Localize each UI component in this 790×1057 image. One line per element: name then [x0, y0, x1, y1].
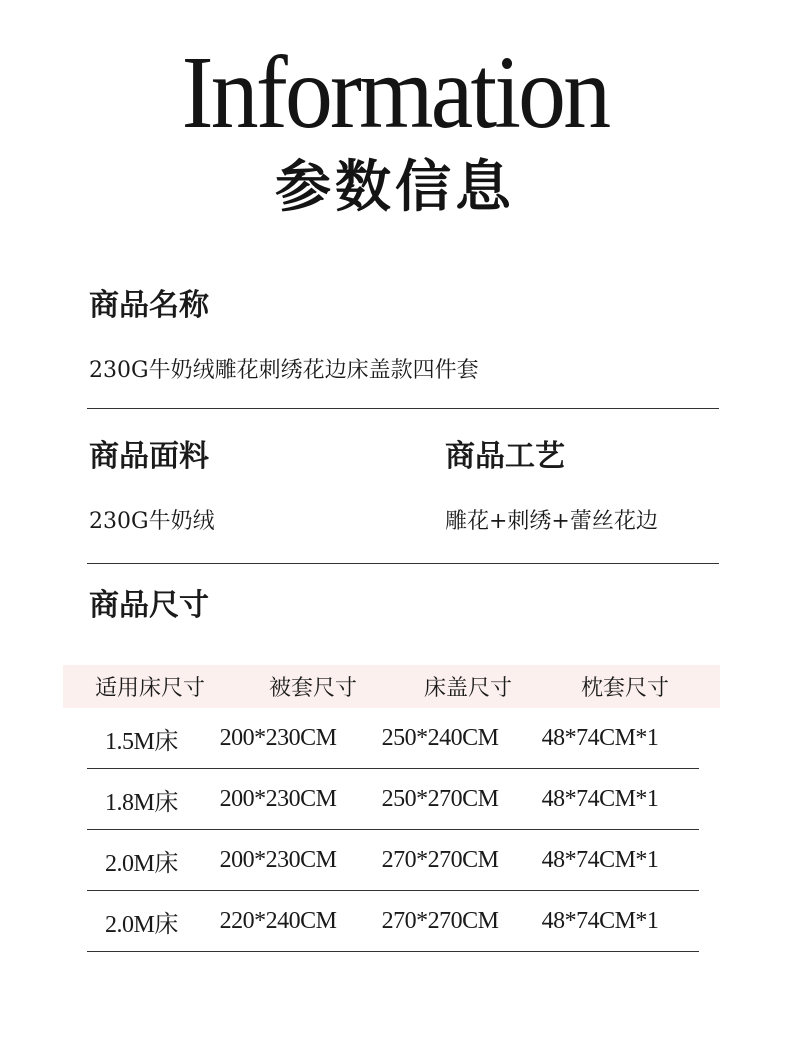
fabric-value: 230G牛奶绒	[89, 509, 215, 534]
header-cell-bed-size: 适用床尺寸	[94, 676, 205, 701]
pillowcase-size-cell: 48*74CM*1	[541, 785, 659, 812]
duvet-size-cell: 200*230CM	[219, 785, 337, 812]
header-cell-duvet-size: 被套尺寸	[268, 676, 357, 701]
table-row	[87, 769, 699, 830]
size-table-body	[63, 708, 720, 952]
pillowcase-size-cell: 48*74CM*1	[541, 724, 659, 751]
page-title: Information	[181, 35, 609, 150]
table-row	[87, 708, 699, 769]
duvet-size-cell: 220*240CM	[219, 907, 337, 934]
bedspread-size-cell: 270*270CM	[381, 846, 499, 873]
page-subtitle: 参数信息	[275, 155, 515, 220]
size-section-label: 商品尺寸	[89, 588, 209, 623]
bedspread-size-cell: 270*270CM	[381, 907, 499, 934]
bed-size-cell: 1.8M床	[105, 789, 178, 816]
divider	[87, 408, 719, 409]
product-name-value: 230G牛奶绒雕花刺绣花边床盖款四件套	[89, 358, 479, 383]
header-cell-pillowcase-size: 枕套尺寸	[580, 676, 669, 701]
pillowcase-size-cell: 48*74CM*1	[541, 907, 659, 934]
duvet-size-cell: 200*230CM	[219, 724, 337, 751]
divider	[87, 563, 719, 564]
craft-value: 雕花+刺绣+蕾丝花边	[445, 509, 658, 534]
bedspread-size-cell: 250*240CM	[381, 724, 499, 751]
size-table-header	[63, 665, 720, 708]
duvet-size-cell: 200*230CM	[219, 846, 337, 873]
header-cell-bedspread-size: 床盖尺寸	[423, 676, 512, 701]
pillowcase-size-cell: 48*74CM*1	[541, 846, 659, 873]
bed-size-cell: 1.5M床	[105, 728, 178, 755]
bed-size-cell: 2.0M床	[105, 911, 178, 938]
craft-label: 商品工艺	[445, 439, 565, 474]
bedspread-size-cell: 250*270CM	[381, 785, 499, 812]
size-table	[63, 665, 720, 952]
fabric-label: 商品面料	[89, 439, 209, 474]
table-row	[87, 891, 699, 952]
table-row	[87, 830, 699, 891]
product-name-label: 商品名称	[89, 288, 209, 323]
bed-size-cell: 2.0M床	[105, 850, 178, 877]
